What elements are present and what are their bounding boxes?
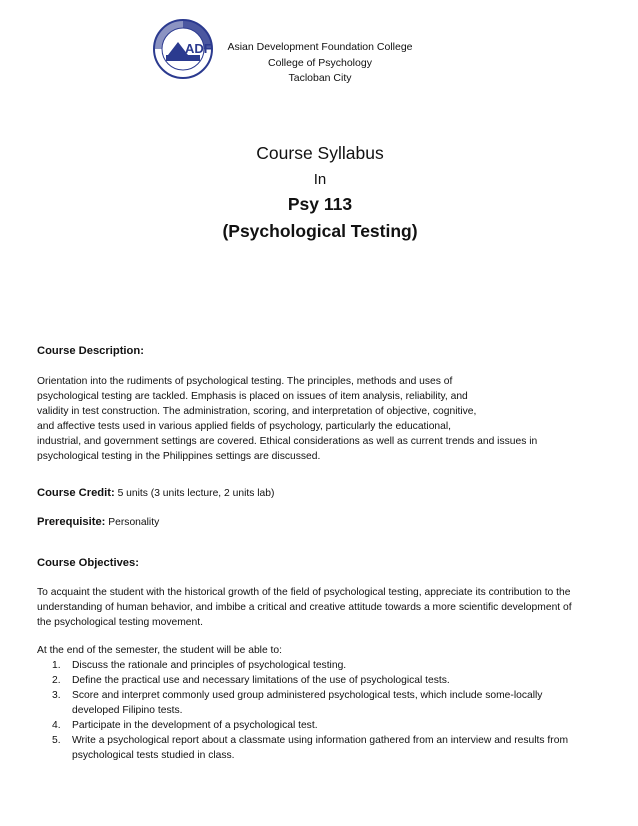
description-line: psychological testing in the Philippines settings are discussed. — [37, 451, 321, 462]
objective-number: 4. — [52, 720, 61, 731]
objectives-intro-line: the psychological testing movement. — [37, 617, 203, 628]
city-name: Tacloban City — [288, 72, 352, 84]
objectives-intro-line: understanding of human behavior, and imbibe a critical and creative attitude towards a more scientific development of — [37, 602, 572, 613]
syllabus-title: Course Syllabus — [256, 143, 384, 163]
objectives-intro — [37, 585, 607, 630]
objective-text: Discuss the rationale and principles of psychological testing. — [72, 660, 347, 671]
department-name: College of Psychology — [268, 57, 372, 69]
description-heading: Course Description: — [37, 345, 144, 357]
objective-item — [52, 688, 612, 718]
prerequisite-label: Prerequisite: — [37, 516, 106, 528]
description-line: psychological testing are tackled. Emphasis is placed on issues of item analysis, reliability, and — [37, 391, 468, 402]
objective-text: Participate in the development of a psychological test. — [72, 720, 318, 731]
course-credit — [37, 486, 607, 501]
credit-label: Course Credit: — [37, 487, 115, 499]
course-code: Psy 113 — [287, 194, 353, 214]
objectives-intro-line: To acquaint the student with the historical growth of the field of psychological testing, appreciate its contribution to the — [37, 587, 571, 598]
objective-number: 2. — [52, 675, 61, 686]
prerequisite-value: Personality — [108, 517, 160, 528]
credit-value: 5 units (3 units lecture, 2 units lab) — [117, 488, 275, 499]
objectives-heading: Course Objectives: — [37, 557, 139, 569]
objective-number: 3. — [52, 690, 61, 701]
objectives-lead: At the end of the semester, the student will be able to: — [37, 645, 282, 656]
prerequisite — [37, 515, 607, 530]
objective-text: developed Filipino tests. — [72, 705, 183, 716]
objective-item — [52, 733, 612, 763]
objective-item — [52, 718, 612, 733]
description-line: Orientation into the rudiments of psychological testing. The principles, methods and uses of — [37, 376, 453, 387]
description-line: industrial, and government settings are covered. Ethical considerations as well as current trends and issues in — [37, 436, 538, 447]
description-line: validity in test construction. The administration, scoring, and interpretation of objective, cognitive, — [37, 406, 477, 417]
college-name: Asian Development Foundation College — [227, 41, 413, 53]
objective-text: Define the practical use and necessary limitations of the use of psychological tests. — [72, 675, 450, 686]
description-body — [37, 374, 607, 464]
description-line: and affective tests used in various applied fields of psychology, particularly the educational, — [37, 421, 452, 432]
objective-item — [52, 658, 612, 673]
syllabus-in: In — [313, 171, 327, 188]
course-name: (Psychological Testing) — [222, 221, 418, 241]
objective-number: 1. — [52, 660, 61, 671]
objective-number: 5. — [52, 735, 61, 746]
objective-text: psychological tests studied in class. — [72, 750, 235, 761]
logo-lettering: ADF — [185, 41, 212, 56]
objectives-list — [52, 658, 612, 763]
objective-item — [52, 673, 612, 688]
objective-text: Write a psychological report about a classmate using information gathered from an interview and results from — [72, 735, 569, 746]
objective-text: Score and interpret commonly used group administered psychological tests, which include some-locally — [72, 690, 543, 701]
